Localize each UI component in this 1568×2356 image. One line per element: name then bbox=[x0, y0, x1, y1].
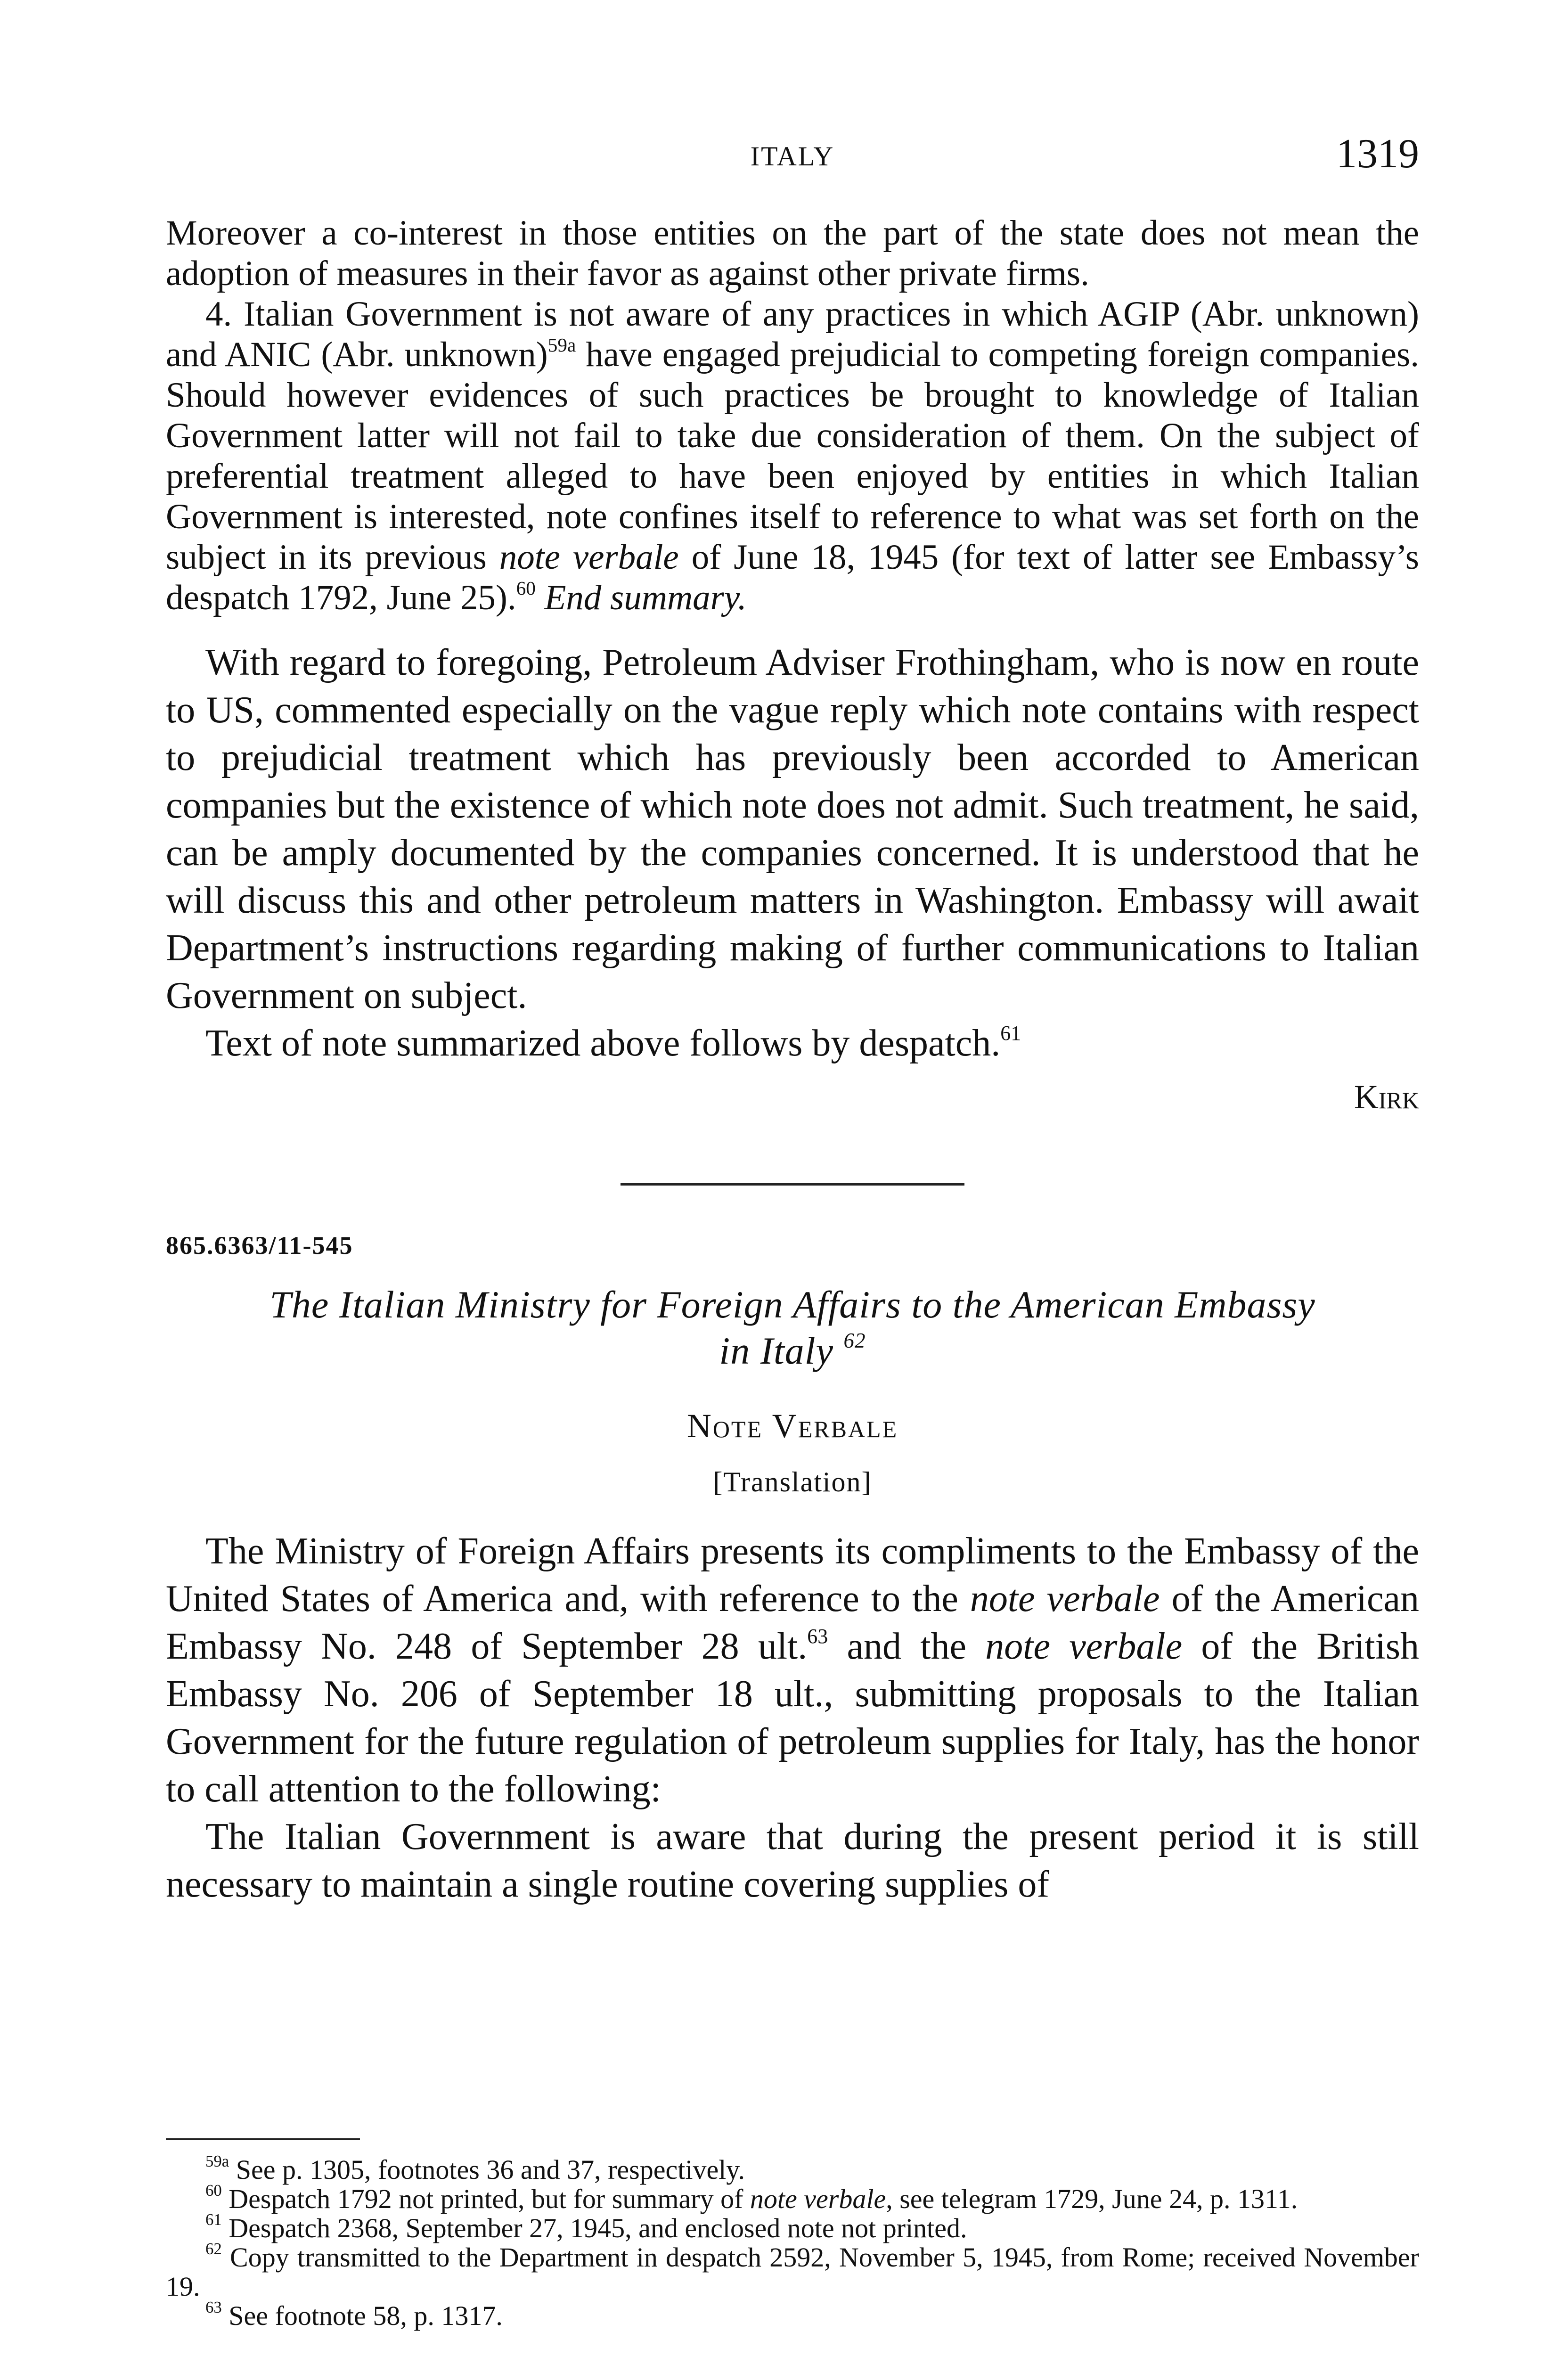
commentary-section bbox=[166, 639, 1419, 1123]
footnote-mark: 61 bbox=[205, 2210, 222, 2229]
document-title bbox=[166, 1282, 1419, 1374]
text-run: The Ministry of Foreign Affairs presents its compliments to the Embassy of the United States of America and, with reference to the bbox=[166, 1530, 1419, 1620]
file-number: 865.6363/11-545 bbox=[166, 1231, 353, 1260]
document-page bbox=[166, 0, 1419, 2356]
text-run: have engaged prejudicial to competing foreign companies. Should however evidences of such practices be brought to knowledge of Italian Government latter will not fail to take due consideration of them. On the subject of preferential treatment alleged to have been enjoyed by entities in which Italian Government is interested, note confines itself to reference to what was set forth on the subject in its previous bbox=[166, 335, 1419, 577]
text-run: of the American Embassy No. 248 of September 28 ult. bbox=[166, 1578, 1419, 1667]
footnote-ref-60: 60 bbox=[516, 577, 536, 599]
paragraph-commentary: With regard to foregoing, Petroleum Adviser Frothingham, who is now en route to US, commented especially on the vague reply which note contains with respect to prejudicial treatment which has previously been accorded to American companies but the existence of which note does not admit. Such treatment, he said, can be amply documented by the companies concerned. It is understood that he will discuss this and other petroleum matters in Washington. Embassy will await Department’s instructions regarding making of further communications to Italian Government on subject. bbox=[166, 642, 1419, 1016]
footnote-ref-62: 62 bbox=[843, 1329, 866, 1353]
footnote-text: Despatch 2368, September 27, 1945, and enclosed note not printed. bbox=[221, 2213, 967, 2243]
footnotes bbox=[166, 2151, 1419, 2331]
section-divider bbox=[621, 1183, 964, 1186]
footnote-ref-59a: 59a bbox=[547, 334, 576, 356]
page-header bbox=[166, 130, 1419, 182]
italic-term: note verbale bbox=[499, 538, 679, 577]
italic-term: note verbale bbox=[985, 1626, 1183, 1667]
text-run: 4. Italian Government is not aware of any practices in which AGIP (Abr. unknown) and ANIC (Abr. unknown) bbox=[166, 294, 1419, 374]
italic-term: note verbale bbox=[750, 2184, 886, 2214]
footnote-mark: 60 bbox=[205, 2181, 222, 2200]
footnote-text: Copy transmitted to the Department in despatch 2592, November 5, 1945, from Rome; received November 19. bbox=[166, 2242, 1419, 2302]
footnote-text: Despatch 1792 not printed, but for summary of bbox=[221, 2184, 750, 2214]
footnote-ref-61: 61 bbox=[1000, 1022, 1021, 1045]
note-type: Note Verbale bbox=[686, 1407, 898, 1445]
paragraph-government-aware: The Italian Government is aware that during the present period it is still necessary to maintain a single routine covering supplies of bbox=[166, 1816, 1419, 1905]
footnote-mark: 59a bbox=[205, 2151, 229, 2170]
title-line-1: The Italian Ministry for Foreign Affairs to the American Embassy bbox=[270, 1283, 1315, 1326]
footnote-ref-63: 63 bbox=[807, 1625, 828, 1648]
footnote-59a bbox=[166, 2151, 1419, 2185]
paragraph-continuation: Moreover a co-interest in those entities on the part of the state does not mean the adoption of measures in their favor as against other private firms. bbox=[166, 213, 1419, 293]
footnote-text: See footnote 58, p. 1317. bbox=[221, 2300, 503, 2331]
running-head: ITALY bbox=[750, 141, 835, 172]
end-summary: End summary. bbox=[544, 578, 747, 617]
title-line-2: in Italy bbox=[719, 1329, 833, 1372]
page-body bbox=[166, 213, 1419, 1908]
signature: Kirk bbox=[1354, 1078, 1419, 1116]
footnote-63 bbox=[166, 2298, 1419, 2331]
page-number: 1319 bbox=[1336, 131, 1419, 177]
translation-label: [Translation] bbox=[713, 1466, 872, 1497]
italic-term: note verbale bbox=[970, 1578, 1160, 1620]
footnote-mark: 63 bbox=[205, 2298, 222, 2316]
footnote-divider bbox=[166, 2138, 360, 2140]
text-run: and the bbox=[828, 1626, 986, 1667]
paragraph-text-follows bbox=[166, 1020, 1419, 1067]
paragraph-compliments bbox=[166, 1528, 1419, 1813]
note-body bbox=[166, 1528, 1419, 1908]
footnote-61 bbox=[166, 2210, 1419, 2243]
text-run: of the British Embassy No. 206 of September 18 ult., submitting proposals to the Italian Government for the future regulation of petroleum supplies for Italy, has the honor to call attention to the following: bbox=[166, 1626, 1420, 1810]
footnote-text: , see telegram 1729, June 24, p. 1311. bbox=[886, 2184, 1298, 2214]
text-run: Text of note summarized above follows by despatch. bbox=[205, 1023, 1001, 1064]
paragraph-point-4 bbox=[166, 294, 1419, 618]
text-run: of June 18, 1945 (for text of latter see Embassy’s despatch 1792, June 25). bbox=[166, 538, 1419, 617]
footnote-62 bbox=[166, 2239, 1419, 2302]
footnote-text: See p. 1305, footnotes 36 and 37, respectively. bbox=[229, 2154, 745, 2185]
footnote-mark: 62 bbox=[205, 2239, 222, 2258]
footnote-60 bbox=[166, 2181, 1419, 2214]
